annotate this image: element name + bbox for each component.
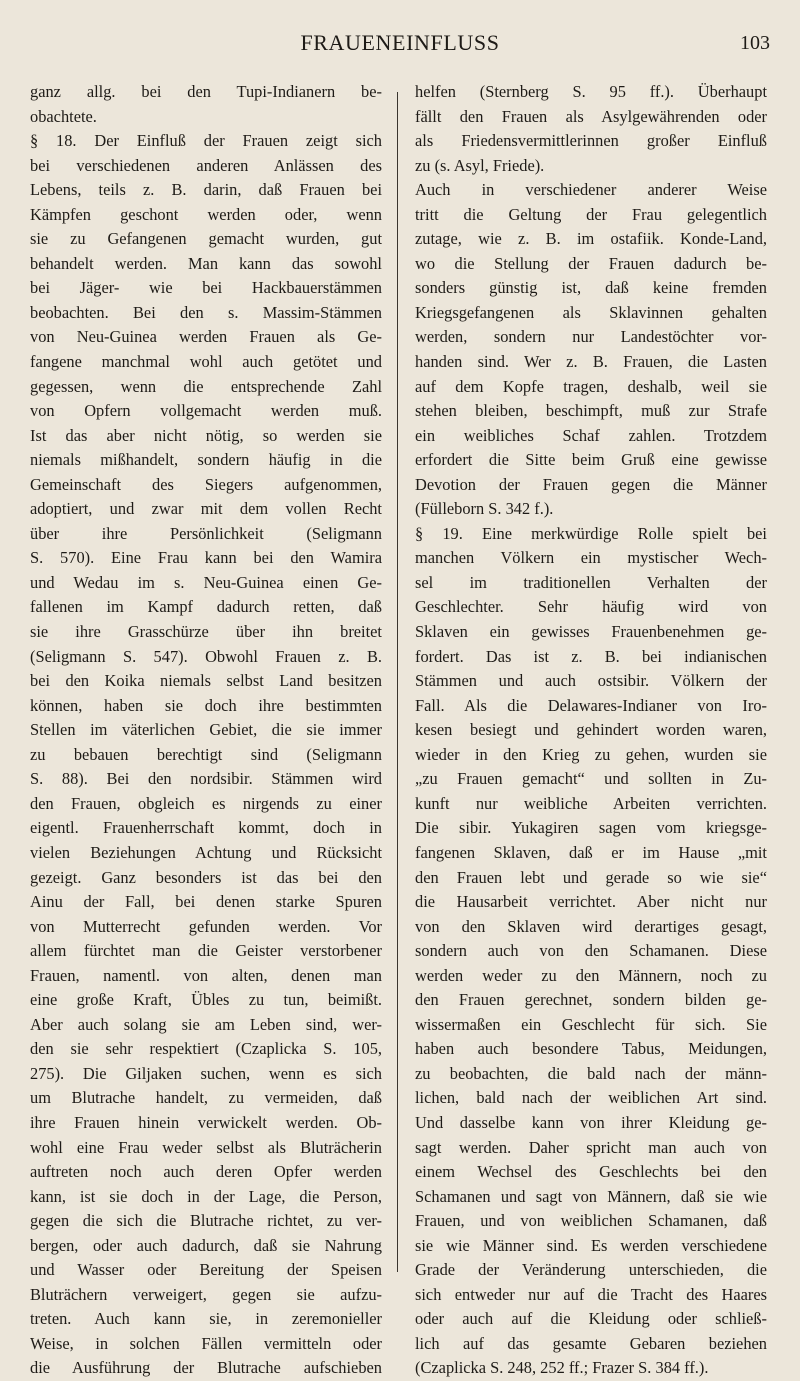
text-line: (Seligmann S. 547). Obwohl Frauen z. B. <box>30 646 382 666</box>
text-line: fangenen Sklaven, daß er im Hause „mit <box>415 842 767 862</box>
page-number: 103 <box>740 32 770 54</box>
text-line: 275). Die Giljaken suchen, wenn es sich <box>30 1063 382 1083</box>
text-line: auftreten noch auch deren Opfer werden <box>30 1162 382 1182</box>
text-line: tritt die Geltung der Frau gelegentlich <box>415 204 767 224</box>
text-line: sie zu Gefangenen gemacht wurden, gut <box>30 229 382 249</box>
text-line: eine große Kraft, Übles zu tun, beimißt. <box>30 990 382 1010</box>
text-line: allem fürchtet man die Geister verstorbener <box>30 941 382 961</box>
text-line: (Czaplicka S. 248, 252 ff.; Frazer S. 384 ff.). <box>415 1358 709 1378</box>
text-line: erfordert die Sitte beim Gruß eine gewisse <box>415 450 767 470</box>
text-line: den Frauen, obgleich es nirgends zu einer <box>30 793 382 813</box>
text-line: Die sibir. Yukagiren sagen vom kriegsge- <box>415 818 767 838</box>
text-line: über ihre Persönlichkeit (Seligmann <box>30 523 382 543</box>
text-line: fangene manchmal wohl auch getötet und <box>30 352 382 372</box>
text-line: zutage, wie z. B. im ostafiik. Konde-Land, <box>415 229 767 249</box>
text-line: oder auch auf die Kleidung oder schließ- <box>415 1309 767 1329</box>
text-line: wohl eine Frau weder selbst als Bluträcherin <box>30 1137 382 1157</box>
text-line: eigentl. Frauenherrschaft kommt, doch in <box>30 818 382 838</box>
text-line: können, haben sie doch ihre bestimmten <box>30 695 382 715</box>
text-line: wieder in den Krieg zu gehen, wurden sie <box>415 744 767 764</box>
text-line: wo die Stellung der Frauen dadurch be- <box>415 253 767 273</box>
text-line: haben auch besondere Tabus, Meidungen, <box>415 1039 767 1059</box>
text-line: gegessen, wenn die entsprechende Zahl <box>30 376 382 396</box>
text-line: Grade der Veränderung unterschieden, die <box>415 1260 767 1280</box>
text-line: Devotion der Frauen gegen die Männer <box>415 474 767 494</box>
text-line: bei Jäger- wie bei Hackbauerstämmen <box>30 278 382 298</box>
text-line: den Frauen gerechnet, sondern bilden ge- <box>415 990 767 1010</box>
text-line: sie wie Männer sind. Es werden verschiedene <box>415 1235 767 1255</box>
text-line: Lebens, teils z. B. darin, daß Frauen bei <box>30 180 382 200</box>
text-line: ein weibliches Schaf zahlen. Trotzdem <box>415 425 767 445</box>
text-line: Frauen, und von weiblichen Schamanen, daß <box>415 1211 767 1231</box>
text-line: Auch in verschiedener anderer Weise <box>415 180 767 200</box>
text-line: bergen, oder auch dadurch, daß sie Nahrung <box>30 1235 382 1255</box>
text-line: fällt den Frauen als Asylgewährenden oder <box>415 106 767 126</box>
text-line: niemals mißhandelt, sondern häufig in die <box>30 450 382 470</box>
text-line: Bluträchern verweigert, gegen sie aufzu- <box>30 1284 382 1304</box>
text-line: sonders günstig ist, daß keine fremden <box>415 278 767 298</box>
text-line: kesen besiegt und gehindert worden waren, <box>415 720 767 740</box>
text-line: gezeigt. Ganz besonders ist das bei den <box>30 867 382 887</box>
text-line: manchen Völkern ein mystischer Wech- <box>415 548 767 568</box>
text-line: adoptiert, und zwar mit dem vollen Recht <box>30 499 382 519</box>
text-line: sich entweder nur auf die Tracht des Haares <box>415 1284 767 1304</box>
text-line: zu bebauen berechtigt sind (Seligmann <box>30 744 382 764</box>
text-line: Stämmen und auch ostsibir. Völkern der <box>415 671 767 691</box>
text-line: den Frauen lebt und gerade so wie sie“ <box>415 867 767 887</box>
text-line: obachtete. <box>30 106 97 126</box>
text-line: zu beobachten, die bald nach der männ- <box>415 1063 767 1083</box>
text-line: beobachten. Bei den s. Massim-Stämmen <box>30 302 382 322</box>
text-line: fallenen im Kampf dadurch retten, daß <box>30 597 382 617</box>
text-line: Kriegsgefangenen als Sklavinnen gehalten <box>415 302 767 322</box>
right-text-column <box>415 80 767 1381</box>
text-line: bei verschiedenen anderen Anlässen des <box>30 155 382 175</box>
text-line: helfen (Sternberg S. 95 ff.). Überhaupt <box>415 82 767 101</box>
text-line: sondern auch von den Schamanen. Diese <box>415 941 767 961</box>
text-line: von Neu-Guinea werden Frauen als Ge- <box>30 327 382 347</box>
text-line: einem Wechsel des Geschlechts bei den <box>415 1162 767 1182</box>
text-line: § 18. Der Einfluß der Frauen zeigt sich <box>30 131 382 151</box>
page-header <box>0 28 800 64</box>
text-line: Sklaven ein gewisses Frauenbenehmen ge- <box>415 622 767 642</box>
text-line: treten. Auch kann sie, in zeremonieller <box>30 1309 382 1329</box>
text-line: Und dasselbe kann von ihrer Kleidung ge- <box>415 1112 767 1132</box>
text-line: Weise, in solchen Fällen vermitteln oder <box>30 1333 382 1353</box>
text-line: kann, ist sie doch in der Lage, die Person, <box>30 1186 382 1206</box>
text-line: stehen bleiben, beschimpft, muß zur Strafe <box>415 401 767 421</box>
text-line: Fall. Als die Delawares-Indianer von Iro- <box>415 695 767 715</box>
column-divider <box>397 92 398 1272</box>
left-text-column <box>30 80 382 1381</box>
text-line: bei den Koika niemals selbst Land besitzen <box>30 671 382 691</box>
running-title: FRAUENEINFLUSS <box>300 30 500 55</box>
text-line: lich auf das gesamte Gebaren beziehen <box>415 1333 767 1353</box>
text-line: S. 570). Eine Frau kann bei den Wamira <box>30 548 382 568</box>
text-line: sagt werden. Daher spricht man auch von <box>415 1137 767 1157</box>
text-line: und Wasser oder Bereitung der Speisen <box>30 1260 382 1280</box>
text-line: werden, sondern nur Landestöchter vor- <box>415 327 767 347</box>
text-line: die Hausarbeit verrichtet. Aber nicht nur <box>415 892 767 912</box>
text-line: wissermaßen ein Geschlecht für sich. Sie <box>415 1014 767 1034</box>
text-line: sie ihre Grasschürze über ihn breitet <box>30 622 382 642</box>
text-line: vielen Beziehungen Achtung und Rücksicht <box>30 842 382 862</box>
text-line: lichen, bald nach der weiblichen Art sind. <box>415 1088 767 1108</box>
text-line: von Mutterrecht gefunden werden. Vor <box>30 916 382 936</box>
text-line: ihre Frauen hinein verwickelt werden. Ob- <box>30 1112 382 1132</box>
text-line: fordert. Das ist z. B. bei indianischen <box>415 646 767 666</box>
text-line: Ainu der Fall, bei denen starke Spuren <box>30 892 382 912</box>
text-line: handen sind. Wer z. B. Frauen, die Lasten <box>415 352 767 372</box>
text-line: Schamanen und sagt von Männern, daß sie wie <box>415 1186 767 1206</box>
text-line: von den Sklaven wird derartiges gesagt, <box>415 916 767 936</box>
text-line: und Wedau im s. Neu-Guinea einen Ge- <box>30 572 382 592</box>
text-line: um Blutrache handelt, zu vermeiden, daß <box>30 1088 382 1108</box>
text-line: (Fülleborn S. 342 f.). <box>415 499 554 519</box>
text-line: „zu Frauen gemacht“ und sollten in Zu- <box>415 769 767 789</box>
text-line: den sie sehr respektiert (Czaplicka S. 105, <box>30 1039 382 1059</box>
text-line: als Friedensvermittlerinnen großer Einfluß <box>415 131 767 151</box>
text-line: Gemeinschaft des Siegers aufgenommen, <box>30 474 382 494</box>
text-line: § 19. Eine merkwürdige Rolle spielt bei <box>415 523 767 543</box>
text-line: auf dem Kopfe tragen, deshalb, weil sie <box>415 376 767 396</box>
text-line: zu (s. Asyl, Friede). <box>415 155 545 175</box>
text-line: sel im traditionellen Verhalten der <box>415 572 767 592</box>
text-line: werden weder zu den Männern, noch zu <box>415 965 767 985</box>
text-line: die Ausführung der Blutrache aufschieben <box>30 1358 382 1378</box>
text-line: ganz allg. bei den Tupi-Indianern be- <box>30 82 382 101</box>
text-line: kunft nur weibliche Arbeiten verrichten. <box>415 793 767 813</box>
text-line: Geschlechter. Sehr häufig wird von <box>415 597 767 617</box>
text-line: Frauen, namentl. von alten, denen man <box>30 965 382 985</box>
text-line: S. 88). Bei den nordsibir. Stämmen wird <box>30 769 382 789</box>
text-line: von Opfern vollgemacht werden muß. <box>30 401 382 421</box>
text-line: Ist das aber nicht nötig, so werden sie <box>30 425 382 445</box>
text-line: Kämpfen geschont werden oder, wenn <box>30 204 382 224</box>
text-line: Stellen im väterlichen Gebiet, die sie immer <box>30 720 382 740</box>
text-line: behandelt werden. Man kann das sowohl <box>30 253 382 273</box>
text-line: gegen die sich die Blutrache richtet, zu ver- <box>30 1211 382 1231</box>
text-line: Aber auch solang sie am Leben sind, wer- <box>30 1014 382 1034</box>
